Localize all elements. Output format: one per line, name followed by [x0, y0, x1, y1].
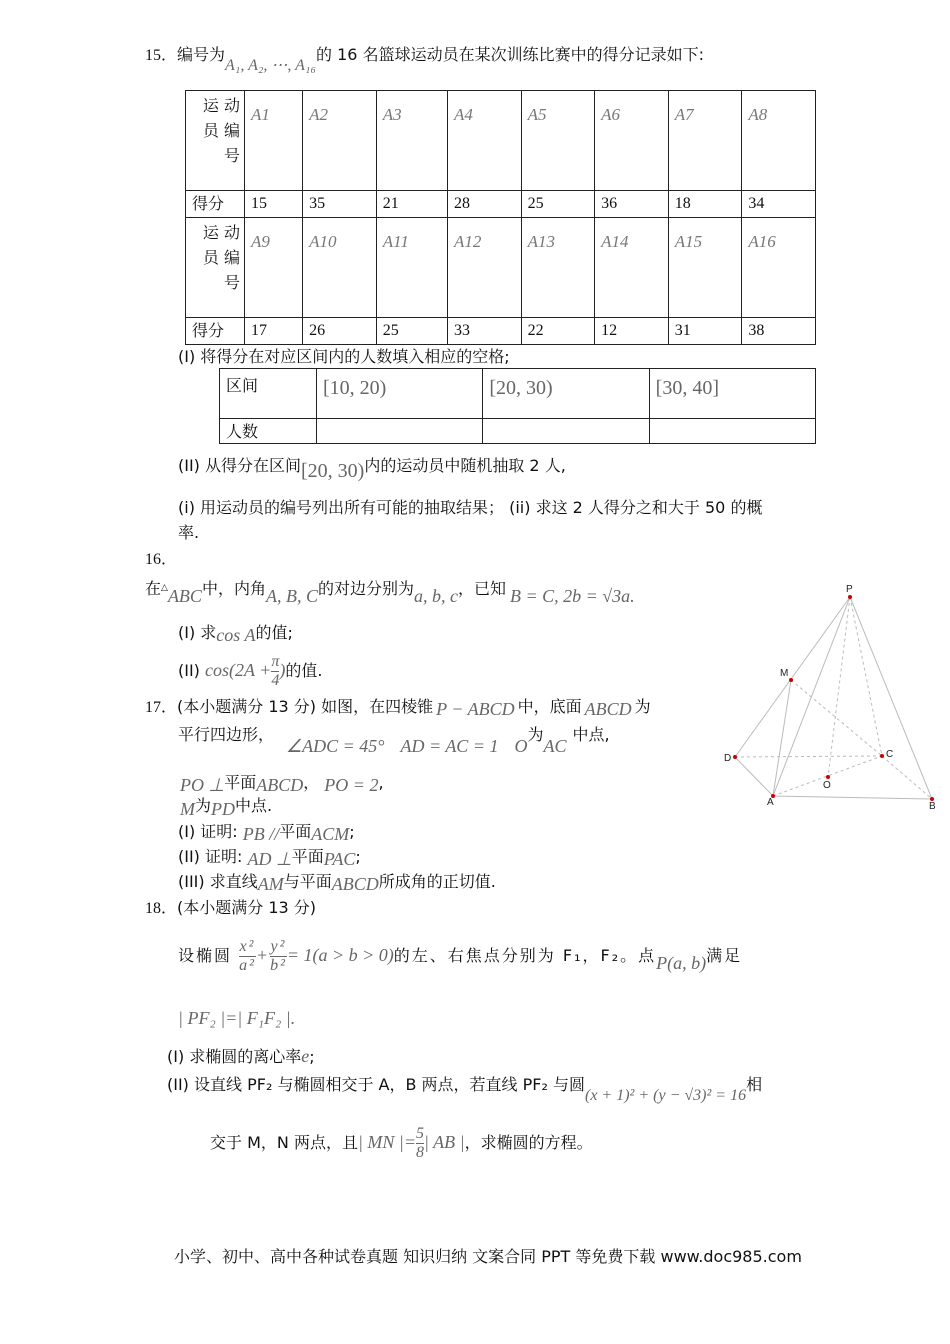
- math: AC: [543, 736, 567, 756]
- text: 平面: [279, 822, 312, 841]
- math: A, B, C: [265, 586, 318, 606]
- text: (I) 求椭圆的离心率: [167, 1047, 302, 1066]
- text: 中点,: [572, 725, 610, 744]
- cell: 25: [521, 191, 595, 218]
- q17-line3: PO ⊥平面ABCD， PO = 2,: [180, 773, 384, 795]
- denominator: 4: [271, 672, 280, 689]
- cell: A7: [668, 91, 742, 191]
- q15-part1: (I) 将得分在对应区间内的人数填入相应的空格;: [178, 347, 510, 366]
- header-cell: 运 动 员 编 号: [186, 91, 245, 191]
- math: A₁, A₂, ⋯, A₁₆: [225, 57, 317, 74]
- cell: 26: [303, 318, 377, 345]
- math: = 1(a > b > 0): [286, 945, 394, 965]
- cell: 36: [595, 191, 669, 218]
- cell: 38: [742, 318, 816, 345]
- text: ，求椭圆的方程。: [464, 1133, 593, 1152]
- math: ): [279, 660, 286, 680]
- header-cell: 人数: [220, 419, 317, 444]
- cell: 33: [447, 318, 521, 345]
- math: ∠ADC = 45°: [286, 736, 385, 756]
- q18-stem: 设椭圆 $\frac{\text{x²}}{\text{a²}}$ + $\frac{\text{y²}}{\text{b²}}$ = 1(a > b > 0)的左、右焦点分别为 F₁，F₂。点P(a, b)满足: [178, 938, 743, 974]
- cell: A4: [447, 91, 521, 191]
- text: (II) 从得分在区间: [178, 456, 302, 475]
- question-number: 15．: [145, 47, 178, 64]
- cell: [10, 20): [317, 369, 483, 419]
- numerator: y²: [270, 938, 287, 955]
- text: 的左、右焦点分别为 F₁，F₂。点: [393, 946, 657, 965]
- text: 的 16 名篮球运动员在某次训练比赛中的得分记录如下:: [316, 45, 704, 64]
- math: PO = 2: [324, 775, 379, 795]
- text: ;: [349, 822, 355, 841]
- text: 满足: [706, 946, 743, 965]
- label-M: M: [780, 668, 789, 679]
- fraction: [239, 938, 256, 975]
- text: (本小题满分 13 分) 如图，在四棱锥: [177, 697, 434, 716]
- cell: 15: [245, 191, 303, 218]
- cell: [20, 30): [483, 369, 649, 419]
- math: P − ABCD: [436, 699, 515, 719]
- cell: A15: [668, 218, 742, 318]
- question-number: 16．: [145, 551, 178, 568]
- text: (II) 证明:: [178, 847, 243, 866]
- label-D: D: [724, 753, 732, 764]
- fraction: [270, 938, 287, 975]
- text: 的值.: [285, 661, 323, 680]
- cell: A14: [595, 218, 669, 318]
- math: (x + 1)² + (y − √3)² = 16: [584, 1087, 747, 1104]
- text: 编号为: [177, 45, 226, 64]
- text: 的对边分别为: [317, 579, 414, 598]
- text: ;: [355, 847, 361, 866]
- math: P(a, b): [656, 953, 707, 973]
- q18-line5: [210, 1120, 593, 1165]
- cell: 31: [668, 318, 742, 345]
- text: 为: [195, 796, 212, 815]
- math: ABC: [167, 586, 202, 606]
- cell: 18: [668, 191, 742, 218]
- text: 所成角的正切值.: [378, 872, 496, 891]
- cell: 21: [376, 191, 447, 218]
- cell: A9: [245, 218, 303, 318]
- math: cos A: [216, 625, 256, 645]
- q18-part1: [167, 1046, 315, 1067]
- math: AM: [257, 874, 284, 894]
- label-C: C: [886, 749, 894, 760]
- q18-header: [145, 898, 316, 919]
- q18-condition: | PF₂ |=| F₁F₂ |.: [178, 1008, 296, 1028]
- math: a, b, c: [413, 586, 458, 606]
- math: B = C, 2b = √3a.: [509, 586, 635, 606]
- q18-part2: [167, 1075, 763, 1104]
- q15-part2-i: (i) 用运动员的编号列出所有可能的抽取结果； (ii) 求这 2 人得分之和大于 50 的概: [178, 498, 763, 517]
- math: PAC: [323, 849, 356, 869]
- header-cell: 运 动 员 编 号: [186, 218, 245, 318]
- math: | MN |=: [357, 1132, 416, 1152]
- math: AD = AC = 1: [400, 736, 499, 756]
- text: (II) 设直线 PF₂ 与椭圆相交于 A，B 两点，若直线 PF₂ 与圆: [167, 1075, 585, 1094]
- cell: A3: [376, 91, 447, 191]
- denominator: b²: [270, 957, 287, 974]
- math: ABCD: [584, 699, 632, 719]
- header-cell: 区间: [220, 369, 317, 419]
- text: 在: [145, 579, 162, 598]
- denominator: 8: [416, 1144, 424, 1161]
- text: 内的运动员中随机抽取 2 人,: [364, 456, 566, 475]
- header-cell: 得分: [186, 191, 245, 218]
- math: ACM: [311, 824, 350, 844]
- math: e: [301, 1046, 310, 1066]
- text: 中点.: [235, 796, 273, 815]
- text: 相: [746, 1075, 763, 1094]
- text: 为: [634, 697, 651, 716]
- math: PO ⊥: [180, 775, 225, 795]
- cell: 22: [521, 318, 595, 345]
- math: O: [514, 736, 528, 756]
- text: 设椭圆: [178, 946, 233, 965]
- label-A: A: [767, 797, 774, 808]
- text: (I) 求: [178, 623, 217, 642]
- text: ，已知: [457, 579, 506, 598]
- question-number: 18．: [145, 900, 178, 917]
- math: PB //: [242, 824, 280, 844]
- math: | AB |: [424, 1132, 465, 1152]
- label-O: O: [823, 780, 831, 791]
- text: 平行四边形，: [178, 725, 275, 744]
- numerator: 5: [416, 1125, 424, 1142]
- text: ;: [309, 1047, 315, 1066]
- cell: A13: [521, 218, 595, 318]
- math: [20, 30): [301, 460, 365, 482]
- numerator: x²: [239, 938, 256, 955]
- header-cell: 得分: [186, 318, 245, 345]
- text: (II): [178, 661, 200, 680]
- cell: 28: [447, 191, 521, 218]
- label-B: B: [929, 801, 936, 812]
- cell: 25: [376, 318, 447, 345]
- math: AD ⊥: [247, 849, 292, 869]
- text: 中，内角: [201, 579, 266, 598]
- cell: A6: [595, 91, 669, 191]
- numerator: π: [271, 653, 280, 670]
- cell: A8: [742, 91, 816, 191]
- text: 的值;: [255, 623, 293, 642]
- page-footer: 小学、初中、高中各种试卷真题 知识归纳 文案合同 PPT 等免费下载 www.doc985.com: [174, 1247, 802, 1266]
- text: (本小题满分 13 分): [177, 898, 317, 917]
- text: 交于 M，N 两点，且: [210, 1133, 358, 1152]
- text: 与平面: [283, 872, 332, 891]
- text: 中，底面: [517, 697, 582, 716]
- text: (III) 求直线: [178, 872, 258, 891]
- denominator: a²: [239, 957, 256, 974]
- text: 平面: [224, 773, 257, 792]
- math: cos(2A +: [205, 660, 272, 680]
- math: ABCD: [331, 874, 379, 894]
- math: PD: [211, 799, 236, 819]
- text: 为: [527, 725, 544, 744]
- text: 平面: [291, 847, 324, 866]
- math: M: [180, 799, 195, 819]
- question-number: 17．: [145, 699, 178, 716]
- cell: 35: [303, 191, 377, 218]
- label-P: P: [846, 584, 853, 595]
- cell: A11: [376, 218, 447, 318]
- cell: A5: [521, 91, 595, 191]
- math: ABCD: [256, 775, 304, 795]
- q15-part2-i-cont: 率.: [178, 523, 200, 542]
- fraction: [416, 1125, 424, 1162]
- text: (I) 证明:: [178, 822, 238, 841]
- cell: [30, 40]: [649, 369, 815, 419]
- cell: A12: [447, 218, 521, 318]
- cell: A16: [742, 218, 816, 318]
- cell: A1: [245, 91, 303, 191]
- cell: A10: [303, 218, 377, 318]
- triangle-symbol: △: [161, 583, 168, 593]
- cell: 12: [595, 318, 669, 345]
- cell: 34: [742, 191, 816, 218]
- cell: A2: [303, 91, 377, 191]
- cell: 17: [245, 318, 303, 345]
